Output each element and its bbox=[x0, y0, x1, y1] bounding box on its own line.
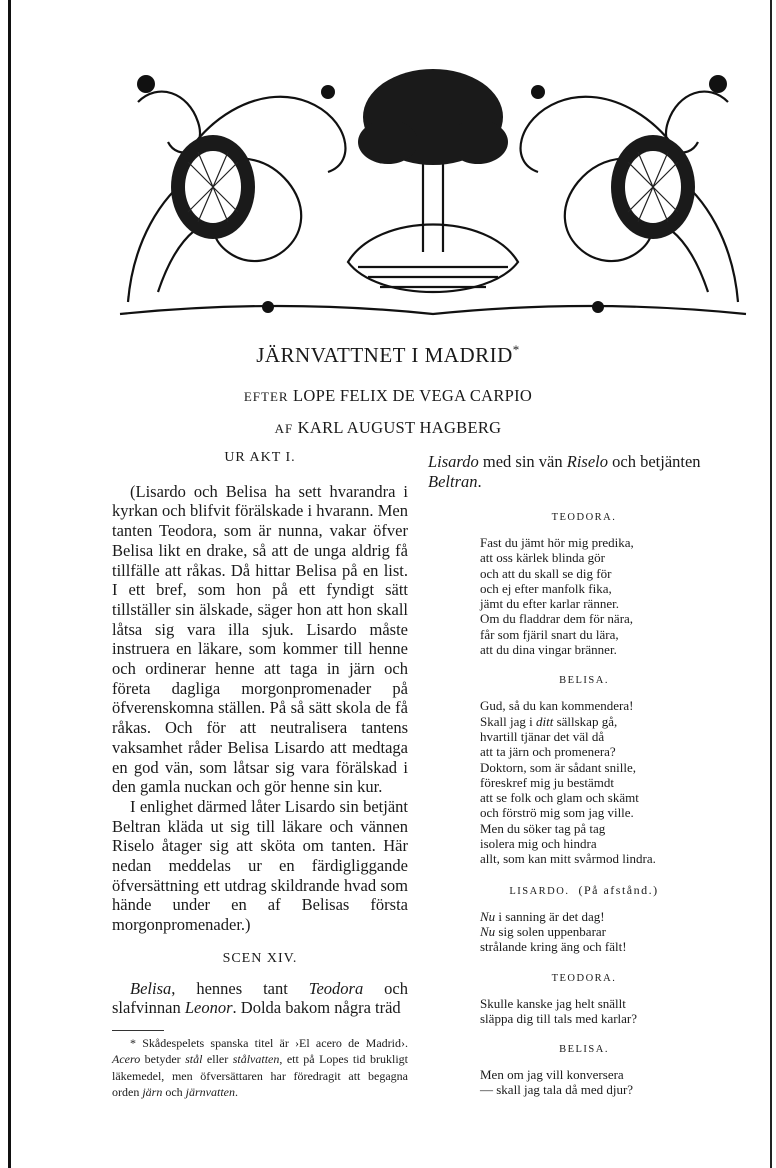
verse-line: och att du skall se dig för bbox=[480, 565, 612, 581]
footnote-term: stål bbox=[185, 1052, 203, 1067]
title-footnote-marker: * bbox=[512, 342, 520, 357]
intro-paragraph-1: (Lisardo och Belisa ha sett hvarandra i kyrkan och blifvit förälskade i hvarann. Men tanten Teodora, som är nunna, vakar öfver Belisa likt en drake, så att de unga aldrig få tillfälle att råkas. Då hittar Belisa på en list. I ett bref, som hon på ett fyndigt sätt tillställer sin älskade, säger hon att hon skall låtsa sig vara illa sjuk. Lisardo måste instruera en läkare, som kommer till henne och ordinerar henne att taga in järn och företa dagliga morgonpromenader på öfverenskomna ställen. På så sätt skola de få råkas. Och för att neutralisera tantens vaksamhet råder Belisa Lisardo att medtaga en god vän, som låtsar sig vara förälskad i den gamla nuckan och gör henne sin kur. bbox=[112, 481, 408, 797]
footnote-term: Acero bbox=[112, 1052, 141, 1067]
verse-line: isolera mig och hindra bbox=[480, 836, 597, 852]
footnote bbox=[112, 1035, 408, 1101]
speaker-label: TEODORA. bbox=[551, 972, 617, 984]
speaker-line-lisardo bbox=[428, 881, 740, 901]
speaker-label: BELISA. bbox=[559, 1044, 609, 1056]
scene-text: och betjänten bbox=[608, 452, 701, 471]
verse-line: — skall jag tala då med djur? bbox=[480, 1082, 634, 1098]
byline-translator-name: KARL AUGUST HAGBERG bbox=[297, 418, 502, 437]
verse-line: att se folk och glam och skämt bbox=[480, 790, 639, 806]
byline-source-prefix: EFTER bbox=[243, 389, 289, 404]
left-column bbox=[112, 448, 408, 1101]
verse-block bbox=[480, 996, 740, 1027]
character-riselo: Riselo bbox=[566, 452, 608, 471]
scene-description bbox=[112, 979, 408, 1018]
speaker-label: LISARDO. bbox=[509, 885, 570, 897]
scene-text: , hennes tant bbox=[171, 978, 309, 998]
verse-block bbox=[480, 535, 740, 657]
verse-text: i sanning är det dag! bbox=[495, 908, 605, 924]
act-heading: UR AKT I. bbox=[224, 450, 296, 465]
footnote-text: . bbox=[235, 1085, 238, 1100]
verse-line: strålande kring äng och fält! bbox=[480, 939, 627, 955]
footnote-text: , ett på Lopes tid brukligt läkemedel, men öfversättaren har föredragit att begagna orden bbox=[112, 1052, 409, 1100]
verse-line bbox=[480, 924, 740, 939]
character-teodora: Teodora bbox=[308, 978, 364, 998]
character-lisardo: Lisardo bbox=[428, 452, 479, 471]
verse-line: allt, som kan mitt svårmod lindra. bbox=[480, 851, 656, 867]
verse-line bbox=[480, 714, 740, 729]
scene-text: . bbox=[477, 472, 482, 491]
verse-line: föreskref mig ju bestämdt bbox=[480, 774, 614, 790]
stage-direction: (På afstånd.) bbox=[578, 882, 659, 897]
footnote-text: betyder bbox=[140, 1052, 186, 1067]
title-text: JÄRNVATTNET I MADRID bbox=[256, 343, 513, 367]
byline-source-name: LOPE FELIX DE VEGA CARPIO bbox=[293, 386, 533, 405]
verse-line: att ta järn och promenera? bbox=[480, 744, 616, 760]
footnote-rule bbox=[112, 1030, 164, 1031]
speaker-label: BELISA. bbox=[559, 675, 609, 687]
verse-emphasis: Nu bbox=[480, 923, 496, 939]
verse-line: Men om jag vill konversera bbox=[480, 1067, 624, 1083]
verse-emphasis: ditt bbox=[535, 713, 554, 729]
intro-paragraph-2: I enlighet därmed låter Lisardo sin betjänt Beltran kläda ut sig till läkare och vännen Riselo åtager sig att sköta om tanten. Här nedan meddelas ur en färdigliggande öfversättning ett utdrag skildrande hvad som hände under en af Belisas första morgonpromenader.) bbox=[112, 796, 408, 935]
footnote-text: Skådespelets spanska titel är ›El acero de Madrid›. bbox=[136, 1035, 408, 1050]
page-title bbox=[0, 342, 776, 368]
verse-line: Doktorn, som är sådant snille, bbox=[480, 759, 636, 775]
verse-block bbox=[480, 1067, 740, 1098]
page-edge-right bbox=[770, 0, 772, 1168]
verse-line: får som fjäril snart du lära, bbox=[480, 626, 619, 642]
verse-block bbox=[480, 698, 740, 866]
verse-line: släppa dig till tals med karlar? bbox=[480, 1010, 638, 1026]
right-column bbox=[428, 452, 740, 1098]
verse-text: sig solen uppenbarar bbox=[495, 923, 607, 939]
byline-translator-prefix: AF bbox=[274, 421, 294, 436]
verse-line bbox=[480, 909, 740, 924]
verse-text: sällskap gå, bbox=[553, 713, 618, 729]
character-beltran: Beltran bbox=[428, 472, 478, 491]
ornament-headpiece bbox=[118, 62, 748, 324]
speaker-label: TEODORA. bbox=[551, 512, 617, 523]
character-belisa: Belisa bbox=[130, 978, 172, 998]
scene-text: med sin vän bbox=[478, 452, 567, 471]
verse-line: Fast du jämt hör mig predika, bbox=[480, 535, 634, 550]
verse-line: Gud, så du kan kommendera! bbox=[480, 698, 634, 714]
footnote-text: eller bbox=[202, 1052, 233, 1067]
scene-continuation bbox=[428, 452, 740, 492]
scene-text: och slafvinnan bbox=[112, 978, 408, 1018]
footnote-term: järn bbox=[142, 1085, 163, 1100]
scene-text: . Dolda bakom några träd bbox=[232, 998, 401, 1018]
verse-line: och förströ mig som jag ville. bbox=[480, 805, 634, 821]
verse-line: Om du fladdrar dem för nära, bbox=[480, 611, 634, 627]
verse-line: jämt du efter karlar ränner. bbox=[480, 596, 619, 612]
verse-line: hvartill tjänar det väl då bbox=[480, 728, 605, 744]
page-edge-left bbox=[8, 0, 11, 1168]
byline-translator bbox=[0, 418, 776, 438]
scene-heading: SCEN XIV. bbox=[222, 950, 298, 966]
verse-emphasis: Nu bbox=[480, 908, 496, 924]
character-leonor: Leonor bbox=[184, 998, 233, 1018]
footnote-marker: * bbox=[130, 1035, 136, 1050]
verse-line: och ej efter manfolk fika, bbox=[480, 580, 612, 596]
verse-line: att du dina vingar bränner. bbox=[480, 642, 617, 658]
footnote-term: stålvatten bbox=[232, 1052, 280, 1067]
verse-line: Men du söker tag på tag bbox=[480, 820, 606, 836]
footnote-term: järnvatten bbox=[185, 1085, 235, 1100]
footnote-text: och bbox=[162, 1085, 186, 1100]
verse-line: Skulle kanske jag helt snällt bbox=[480, 995, 626, 1011]
verse-line: att oss kärlek blinda gör bbox=[480, 550, 605, 566]
verse-block bbox=[480, 909, 740, 955]
byline-source bbox=[0, 386, 776, 406]
verse-text: Skall jag i bbox=[480, 713, 536, 729]
